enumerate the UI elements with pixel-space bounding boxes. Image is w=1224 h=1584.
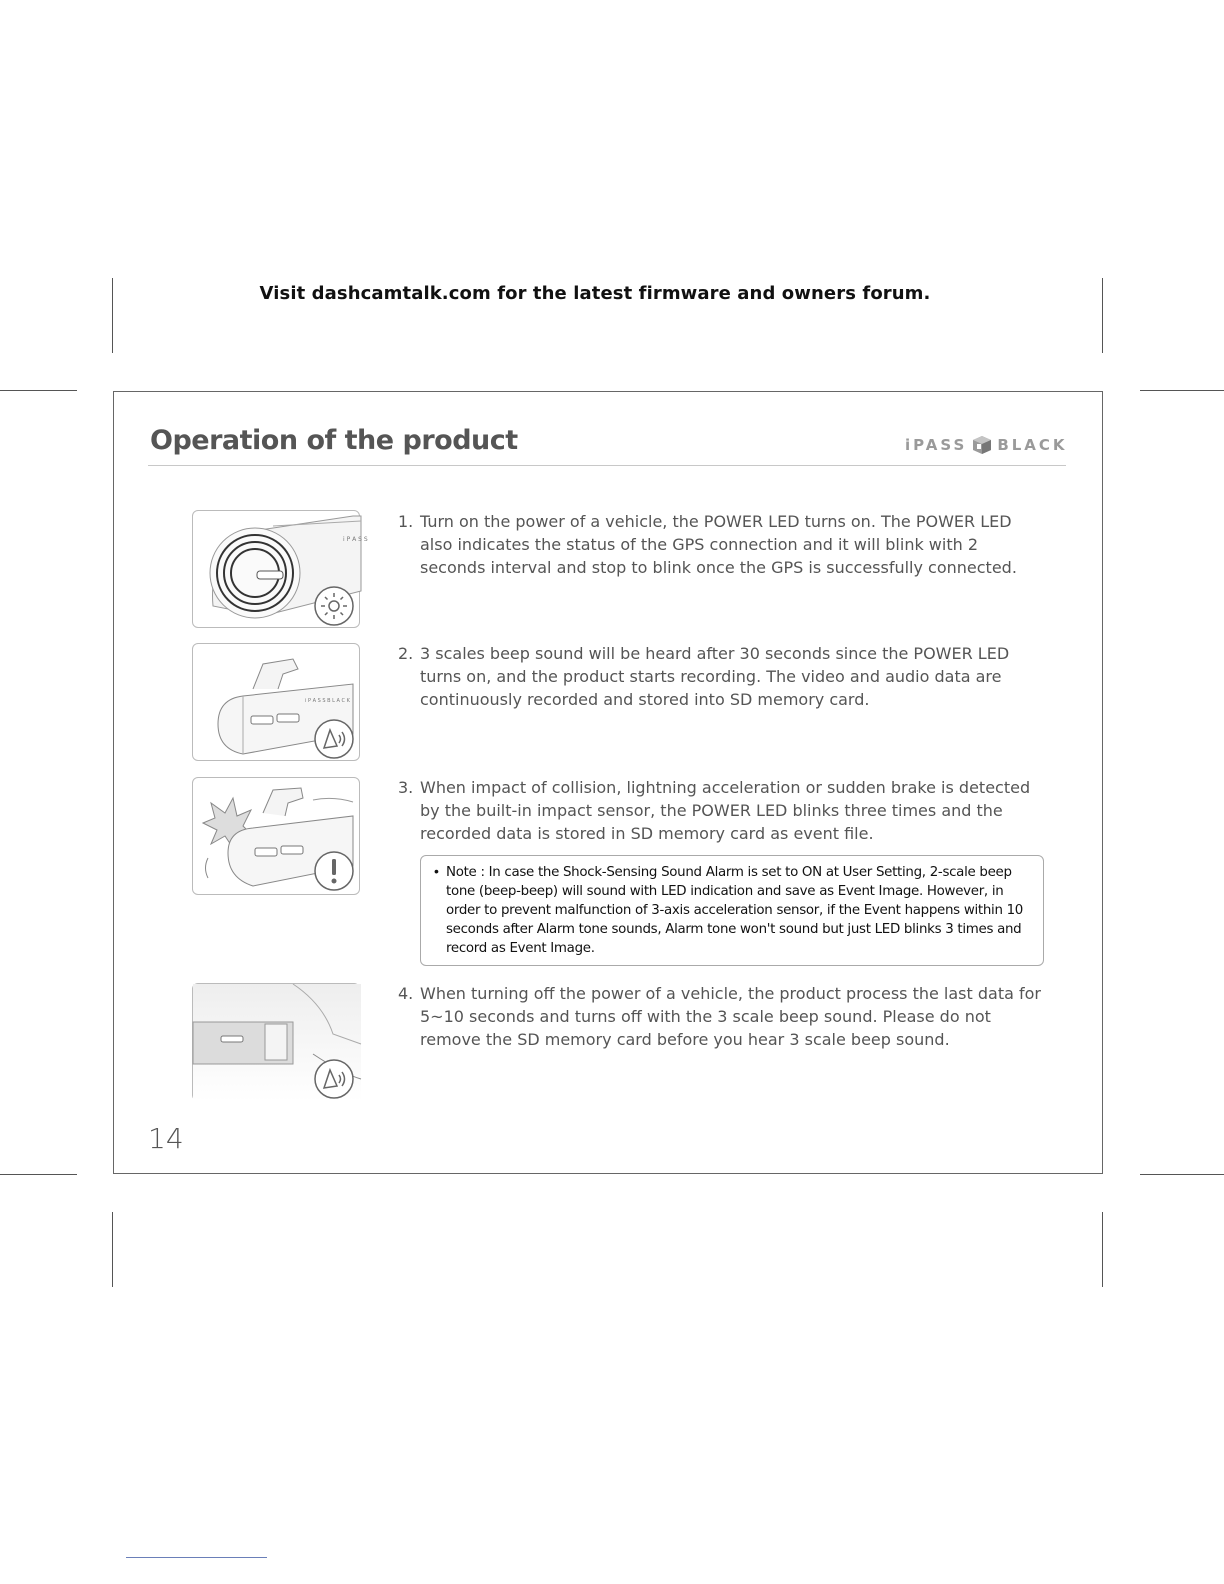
crop-mark [1102,1212,1103,1287]
svg-text:i P A S S B L A C K: i P A S S B L A C K [305,698,350,704]
step-number: 1. [398,512,414,531]
step-number: 2. [398,644,414,663]
led-light-icon [313,585,355,627]
brand-logo-right: BLACK [997,436,1068,454]
page-number: 14 [148,1122,184,1155]
step-text: When turning off the power of a vehicle, the product process the last data for 5~10 seconds and turns off with the 3 scale beep sound. Please do not remove the SD memory card before you hear 3 scale beep sound. [420,984,1041,1049]
footer-link-underline [126,1557,267,1558]
crop-mark [0,390,77,391]
note-text: Note : In case the Shock-Sensing Sound Alarm is set to ON at User Setting, 2-scale beep tone (beep-beep) will sound with LED indication and save as Event Image. However, in order to prevent malfunction of 3-axis acceleration sensor, if the Event happens within 10 seconds after Alarm tone sounds, Alarm tone won't sound but just LED blinks 3 times and record as Event Image. [446,865,1024,956]
step-item [398,982,1048,1051]
illustration-power-off [192,983,360,1101]
beep-sound-icon [313,718,355,760]
note-bullet: • [434,863,439,879]
step-number: 4. [398,984,414,1003]
crop-mark [112,1212,113,1287]
illustration-impact-event [192,777,360,895]
illustration-recording-start [192,643,360,761]
illustration-power-led [192,510,368,628]
brand-cube-icon [971,434,993,456]
crop-mark [1140,1174,1224,1175]
exclamation-icon [313,850,355,892]
step-item [398,510,1048,579]
step-text: Turn on the power of a vehicle, the POWER LED turns on. The POWER LED also indicates the status of the GPS connection and it will blink with 2 seconds interval and stop to blink once the GPS is successfully connected. [420,512,1017,577]
beep-sound-icon [313,1058,355,1100]
step-item [398,642,1048,711]
brand-logo-left: iPASS [905,436,968,454]
step-text: When impact of collision, lightning acceleration or sudden brake is detected by the built-in impact sensor, the POWER LED blinks three times and the recorded data is stored in SD memory card as event file. [420,778,1031,843]
forum-banner: Visit dashcamtalk.com for the latest firmware and owners forum. [259,283,931,304]
step-item [398,776,1048,845]
title-divider [148,465,1066,466]
svg-text:i P A S S: i P A S S [343,536,368,543]
crop-mark [0,1174,77,1175]
step-text: 3 scales beep sound will be heard after 30 seconds since the POWER LED turns on, and the product starts recording. The video and audio data are continuously recorded and stored into SD memory card. [420,644,1010,709]
page-title: Operation of the product [150,425,518,456]
step-number: 3. [398,778,414,797]
brand-logo [905,432,1068,458]
crop-mark [1140,390,1224,391]
